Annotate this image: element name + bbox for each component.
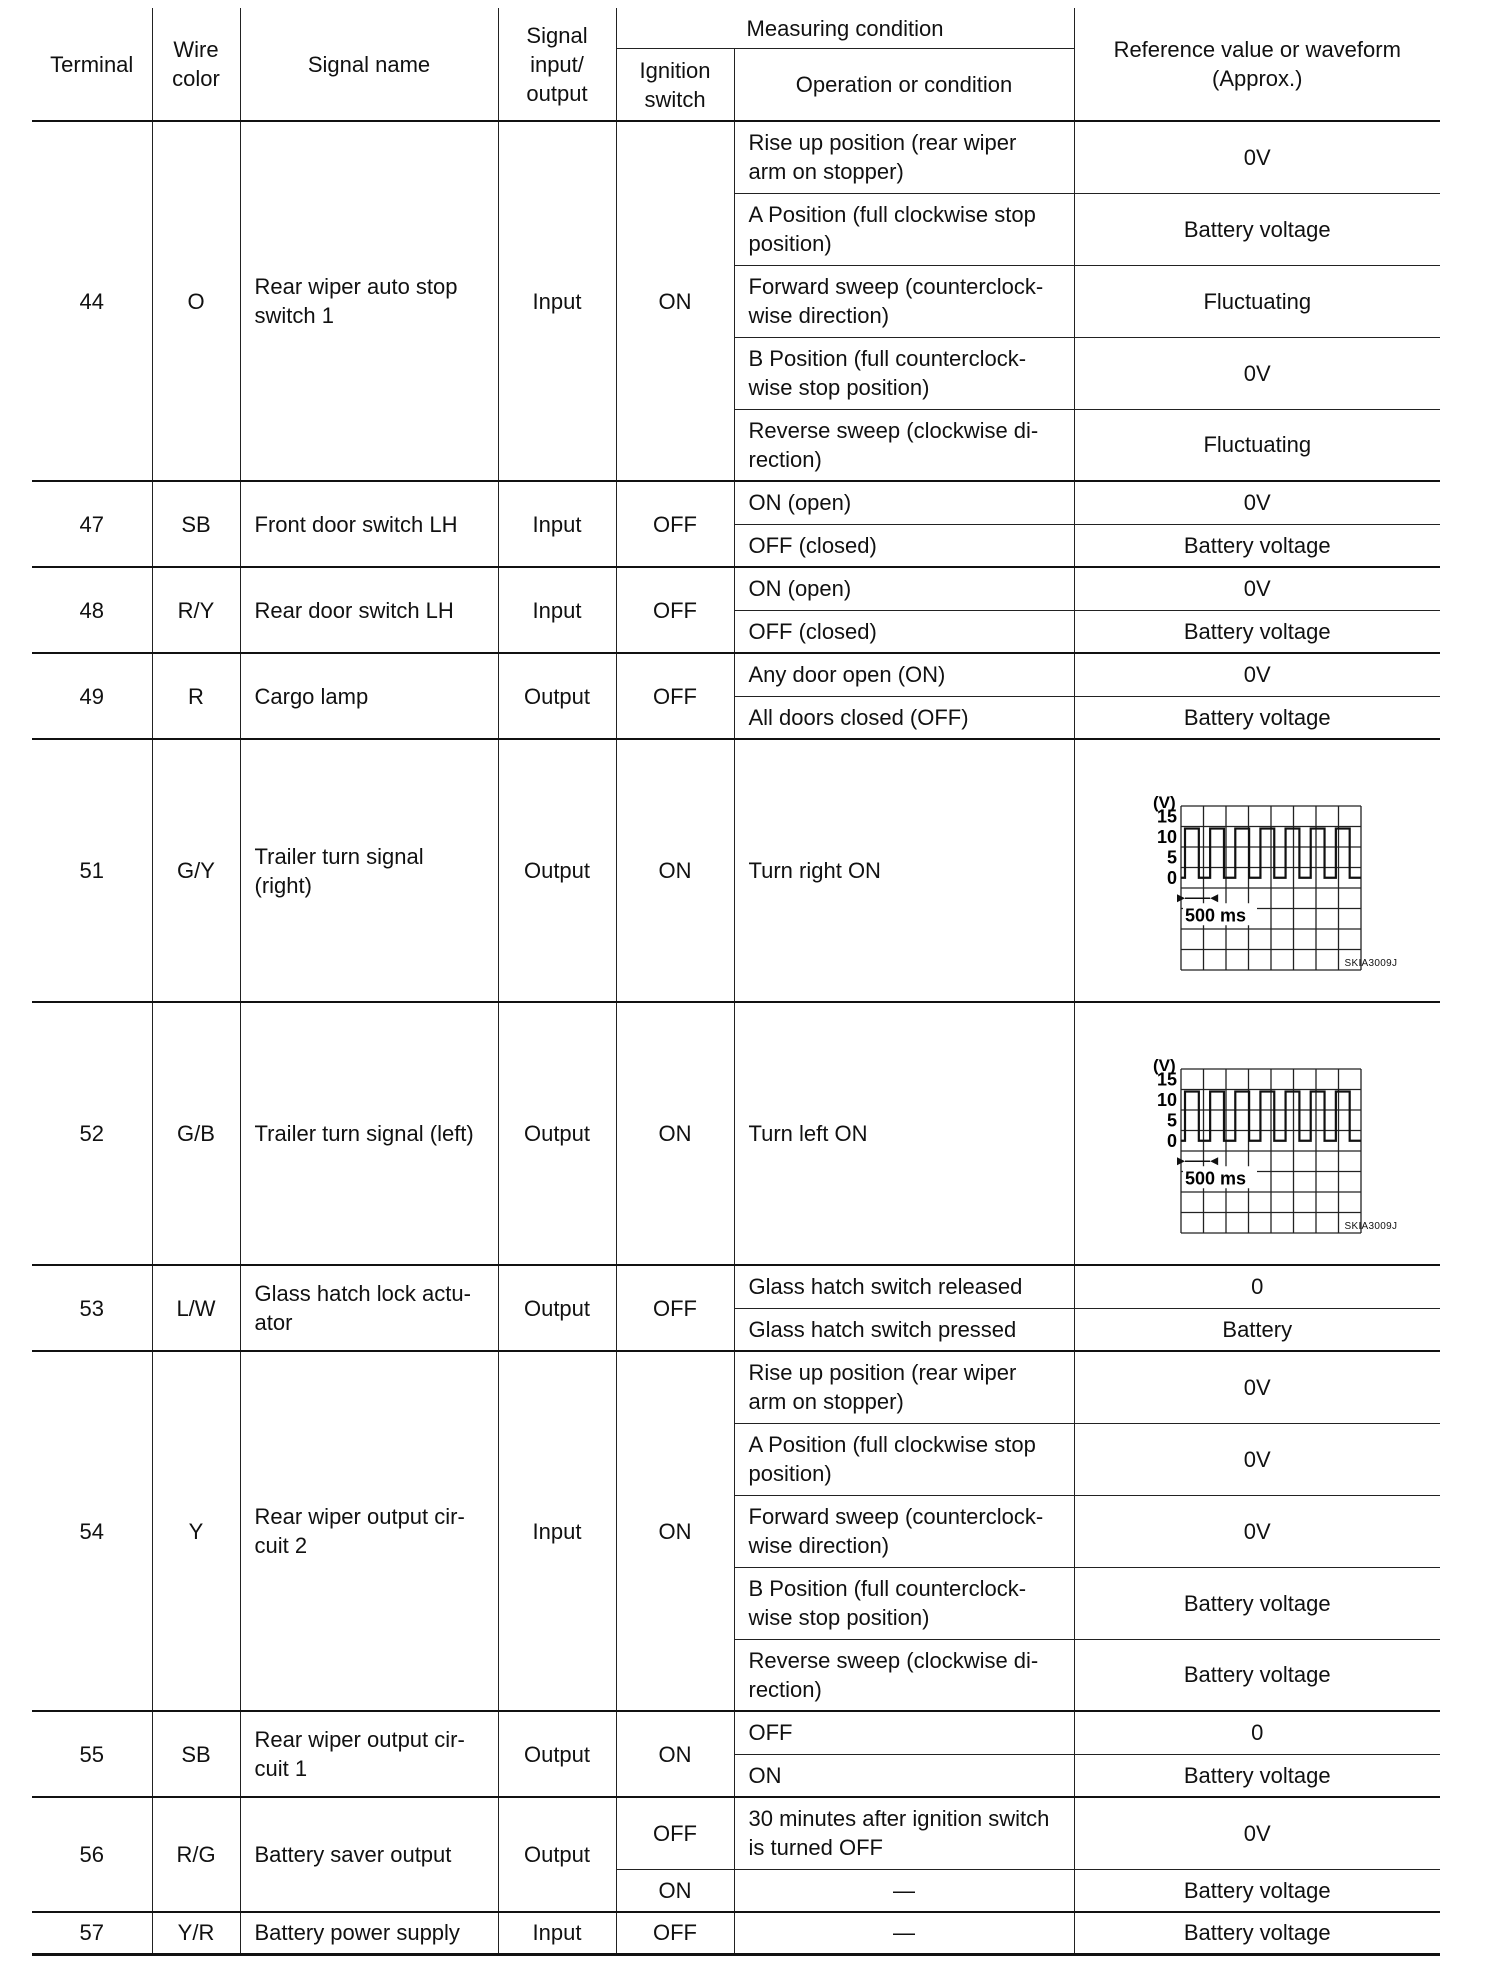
header-signal-io: Signal input/ output xyxy=(498,8,616,121)
ignition-switch-cell: ON xyxy=(616,739,734,1002)
header-ignition-switch: Ignition switch xyxy=(616,49,734,122)
operation-cell: All doors closed (OFF) xyxy=(734,696,1074,739)
terminal-cell: 48 xyxy=(32,567,152,653)
period-arrow-icon xyxy=(1210,894,1218,902)
terminal-cell: 56 xyxy=(32,1797,152,1912)
operation-cell: — xyxy=(734,1869,1074,1912)
ignition-switch-cell: ON xyxy=(616,121,734,481)
operation-cell: Reverse sweep (clockwise di-rection) xyxy=(734,1639,1074,1711)
reference-value-cell: Battery voltage xyxy=(1074,1869,1440,1912)
reference-value-cell: 0V xyxy=(1074,1797,1440,1869)
table-row xyxy=(32,1912,1440,1954)
operation-cell: Glass hatch switch released xyxy=(734,1265,1074,1308)
operation-cell: ON (open) xyxy=(734,481,1074,524)
signal-name-cell: Battery power supply xyxy=(240,1912,498,1954)
ignition-switch-cell: OFF xyxy=(616,653,734,739)
terminal-cell: 55 xyxy=(32,1711,152,1797)
reference-value-cell: Fluctuating xyxy=(1074,409,1440,481)
reference-value-cell: 0V xyxy=(1074,481,1440,524)
operation-cell: Any door open (ON) xyxy=(734,653,1074,696)
ignition-switch-cell: ON xyxy=(616,1351,734,1711)
waveform-figure xyxy=(1117,1025,1397,1243)
terminal-cell: 57 xyxy=(32,1912,152,1954)
reference-value-cell: Battery voltage xyxy=(1074,193,1440,265)
y-axis-unit: (V) xyxy=(1153,792,1176,812)
ignition-switch-cell: OFF xyxy=(616,481,734,567)
header-operation-condition: Operation or condition xyxy=(734,49,1074,122)
operation-cell: ON (open) xyxy=(734,567,1074,610)
terminal-cell: 47 xyxy=(32,481,152,567)
ignition-switch-cell: OFF xyxy=(616,567,734,653)
table-row xyxy=(32,739,1440,1002)
header-wire-color: Wire color xyxy=(152,8,240,121)
ignition-switch-cell: ON xyxy=(616,1002,734,1265)
operation-cell: Forward sweep (counterclock-wise direction) xyxy=(734,265,1074,337)
reference-value-cell: 0V xyxy=(1074,1495,1440,1567)
header-measuring-condition: Measuring condition xyxy=(616,8,1074,49)
signal-io-cell: Output xyxy=(498,1797,616,1912)
signal-name-cell: Glass hatch lock actu-ator xyxy=(240,1265,498,1351)
operation-cell: Forward sweep (counterclock-wise direction) xyxy=(734,1495,1074,1567)
wire-color-cell: L/W xyxy=(152,1265,240,1351)
reference-value-cell: 0V xyxy=(1074,1423,1440,1495)
signal-name-cell: Cargo lamp xyxy=(240,653,498,739)
period-label: 500 ms xyxy=(1185,904,1247,925)
table-row xyxy=(32,1711,1440,1754)
y-tick-label: 5 xyxy=(1167,846,1178,867)
terminal-cell: 54 xyxy=(32,1351,152,1711)
terminal-cell: 44 xyxy=(32,121,152,481)
operation-cell: Turn left ON xyxy=(734,1002,1074,1265)
y-tick-label: 0 xyxy=(1167,1130,1178,1151)
operation-cell: ON xyxy=(734,1754,1074,1797)
signal-name-cell: Trailer turn signal (right) xyxy=(240,739,498,1002)
waveform-cell xyxy=(1074,739,1440,1002)
reference-value-cell: 0V xyxy=(1074,1351,1440,1423)
operation-cell: Reverse sweep (clockwise di-rection) xyxy=(734,409,1074,481)
signal-name-cell: Front door switch LH xyxy=(240,481,498,567)
signal-name-cell: Rear wiper auto stop switch 1 xyxy=(240,121,498,481)
y-tick-label: 0 xyxy=(1167,867,1178,888)
wire-color-cell: R/G xyxy=(152,1797,240,1912)
wire-color-cell: G/Y xyxy=(152,739,240,1002)
signal-io-cell: Input xyxy=(498,121,616,481)
terminal-cell: 49 xyxy=(32,653,152,739)
reference-value-cell: 0V xyxy=(1074,653,1440,696)
terminal-cell: 52 xyxy=(32,1002,152,1265)
signal-name-cell: Rear wiper output cir-cuit 1 xyxy=(240,1711,498,1797)
operation-cell: Rise up position (rear wiper arm on stopper) xyxy=(734,1351,1074,1423)
table-row xyxy=(32,653,1440,696)
reference-value-cell: 0V xyxy=(1074,567,1440,610)
reference-value-cell: 0V xyxy=(1074,337,1440,409)
signal-io-cell: Input xyxy=(498,1351,616,1711)
signal-io-cell: Output xyxy=(498,653,616,739)
wire-color-cell: SB xyxy=(152,1711,240,1797)
terminal-reference-table xyxy=(32,8,1440,1956)
reference-value-cell: Battery voltage xyxy=(1074,696,1440,739)
operation-cell: A Position (full clockwise stop position) xyxy=(734,1423,1074,1495)
header-terminal: Terminal xyxy=(32,8,152,121)
operation-cell: OFF (closed) xyxy=(734,524,1074,567)
signal-io-cell: Input xyxy=(498,481,616,567)
ignition-switch-cell: OFF xyxy=(616,1265,734,1351)
figure-code: SKIA3009J xyxy=(1344,957,1398,969)
reference-value-cell: Battery voltage xyxy=(1074,1912,1440,1954)
waveform-cell xyxy=(1074,1002,1440,1265)
reference-value-cell: Battery xyxy=(1074,1308,1440,1351)
ignition-switch-cell: OFF xyxy=(616,1797,734,1869)
y-tick-label: 5 xyxy=(1167,1109,1178,1130)
reference-value-cell: Battery voltage xyxy=(1074,1754,1440,1797)
waveform-chart xyxy=(1117,1025,1397,1243)
table-row xyxy=(32,1351,1440,1423)
signal-io-cell: Output xyxy=(498,1265,616,1351)
wire-color-cell: Y/R xyxy=(152,1912,240,1954)
ignition-switch-cell: ON xyxy=(616,1711,734,1797)
signal-io-cell: Output xyxy=(498,1002,616,1265)
operation-cell: B Position (full counterclock-wise stop position) xyxy=(734,337,1074,409)
reference-value-cell: 0 xyxy=(1074,1711,1440,1754)
wire-color-cell: SB xyxy=(152,481,240,567)
reference-value-cell: 0V xyxy=(1074,121,1440,193)
table-row xyxy=(32,121,1440,193)
signal-io-cell: Input xyxy=(498,1912,616,1954)
y-tick-label: 15 xyxy=(1157,805,1178,826)
table-row xyxy=(32,1797,1440,1869)
operation-cell: Rise up position (rear wiper arm on stopper) xyxy=(734,121,1074,193)
signal-name-cell: Trailer turn signal (left) xyxy=(240,1002,498,1265)
wire-color-cell: O xyxy=(152,121,240,481)
operation-cell: OFF xyxy=(734,1711,1074,1754)
table-row xyxy=(32,567,1440,610)
table-body xyxy=(32,121,1440,1954)
reference-value-cell: Battery voltage xyxy=(1074,1567,1440,1639)
y-tick-label: 10 xyxy=(1157,826,1178,847)
signal-io-cell: Output xyxy=(498,739,616,1002)
reference-value-cell: 0 xyxy=(1074,1265,1440,1308)
reference-value-cell: Battery voltage xyxy=(1074,610,1440,653)
operation-cell: 30 minutes after ignition switch is turned OFF xyxy=(734,1797,1074,1869)
waveform-chart xyxy=(1117,762,1397,980)
waveform-figure xyxy=(1117,762,1397,980)
wire-color-cell: Y xyxy=(152,1351,240,1711)
signal-io-cell: Output xyxy=(498,1711,616,1797)
header-signal-name: Signal name xyxy=(240,8,498,121)
signal-io-cell: Input xyxy=(498,567,616,653)
operation-cell: B Position (full counterclock-wise stop position) xyxy=(734,1567,1074,1639)
operation-cell: Turn right ON xyxy=(734,739,1074,1002)
wire-color-cell: R/Y xyxy=(152,567,240,653)
signal-name-cell: Battery saver output xyxy=(240,1797,498,1912)
period-arrow-icon xyxy=(1210,1157,1218,1165)
wire-color-cell: G/B xyxy=(152,1002,240,1265)
table-row xyxy=(32,1002,1440,1265)
terminal-cell: 51 xyxy=(32,739,152,1002)
operation-cell: — xyxy=(734,1912,1074,1954)
operation-cell: A Position (full clockwise stop position) xyxy=(734,193,1074,265)
table-row xyxy=(32,481,1440,524)
operation-cell: Glass hatch switch pressed xyxy=(734,1308,1074,1351)
signal-name-cell: Rear wiper output cir-cuit 2 xyxy=(240,1351,498,1711)
signal-name-cell: Rear door switch LH xyxy=(240,567,498,653)
table-row xyxy=(32,1265,1440,1308)
figure-code: SKIA3009J xyxy=(1344,1220,1398,1232)
ignition-switch-cell: OFF xyxy=(616,1912,734,1954)
reference-value-cell: Battery voltage xyxy=(1074,1639,1440,1711)
header-reference-value: Reference value or waveform (Approx.) xyxy=(1074,8,1440,121)
reference-value-cell: Battery voltage xyxy=(1074,524,1440,567)
terminal-cell: 53 xyxy=(32,1265,152,1351)
reference-value-cell: Fluctuating xyxy=(1074,265,1440,337)
y-tick-label: 10 xyxy=(1157,1089,1178,1110)
y-tick-label: 15 xyxy=(1157,1068,1178,1089)
wire-color-cell: R xyxy=(152,653,240,739)
period-label: 500 ms xyxy=(1185,1167,1247,1188)
y-axis-unit: (V) xyxy=(1153,1055,1176,1075)
operation-cell: OFF (closed) xyxy=(734,610,1074,653)
ignition-switch-cell: ON xyxy=(616,1869,734,1912)
